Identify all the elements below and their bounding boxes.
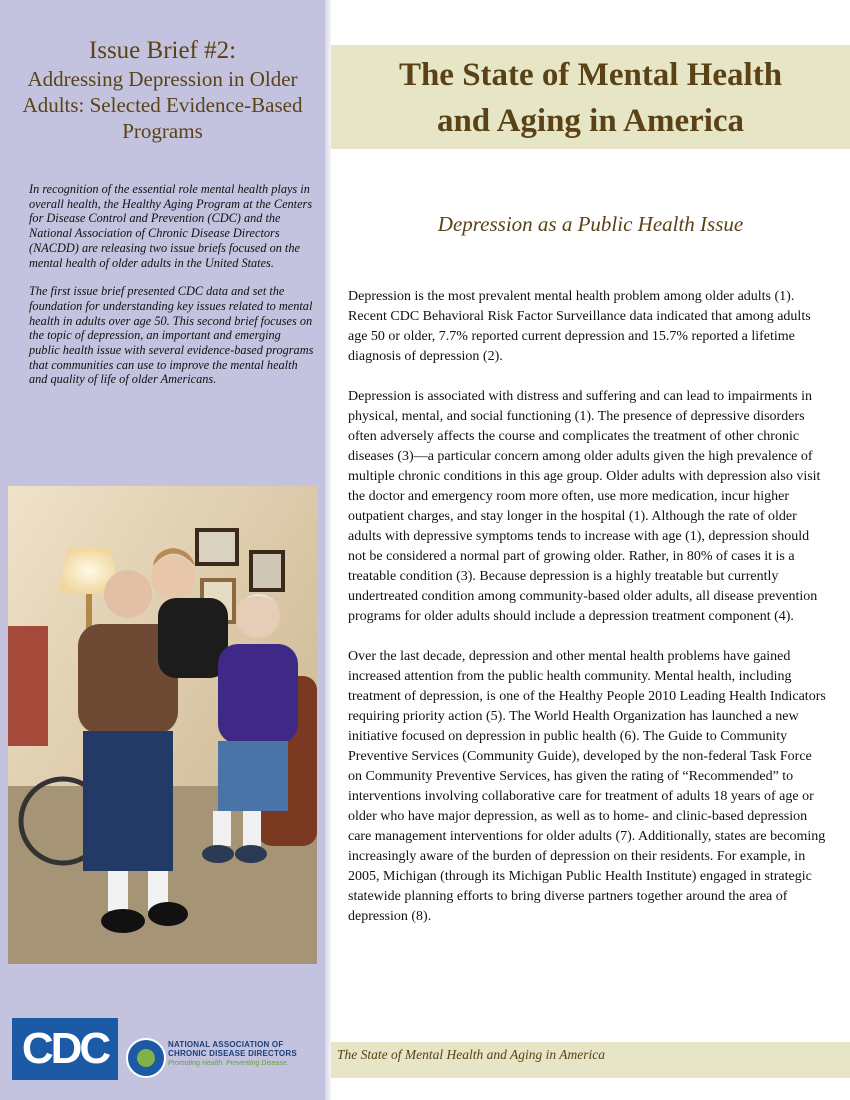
section-heading: Depression as a Public Health Issue — [437, 212, 744, 236]
body-text — [348, 287, 828, 947]
issue-brief-subtitle: Addressing Depression in Older Adults: Selected Evidence-Based Programs — [22, 67, 303, 143]
intro-paragraph-1: In recognition of the essential role mental health plays in overall health, the Healthy Aging Program at the Centers for Disease Control and Prevention (CDC) and the National Association of Chronic Disease Directors (NACDD) are releasing two issue briefs focused on the mental health of older adults in the United States. — [29, 182, 313, 270]
nacdd-name-line1: NATIONAL ASSOCIATION OF — [168, 1040, 284, 1049]
issue-brief-number: Issue Brief #2: — [88, 37, 237, 64]
sidebar-edge — [325, 0, 331, 1100]
body-paragraph-2: Depression is associated with distress and suffering and can lead to impairments in physical, mental, and social functioning (1). The presence of depressive disorders often adversely affects the course and complicates the treatment of other chronic diseases (3)—a particular concern among older adults given the high prevalence of multiple chronic conditions in this age group. Older adults with depression also visit the doctor and emergency room more often, use more medication, incur higher outpatient charges, and stay longer in the hospital (1). Although the rate of older adults with depressive symptoms tends to increase with age (1), depression should not be considered a normal part of growing older. Rather, in 80% of cases it is a treatable condition (3). Because depression is a highly treatable but currently undertreated condition among community-based older adults, all disease prevention programs for older adults should include a depression treatment component (4). — [348, 389, 821, 624]
nacdd-logo-text — [168, 1040, 318, 1067]
nacdd-name-line2: CHRONIC DISEASE DIRECTORS — [168, 1049, 297, 1058]
photo-illustration — [8, 486, 317, 964]
nacdd-seal-icon — [126, 1038, 166, 1078]
cdc-logo: CDC — [12, 1018, 118, 1080]
body-paragraph-3: Over the last decade, depression and other mental health problems have gained increased attention from the public health community. Mental health, including treatment of depression, is one of the Healthy People 2010 Leading Health Indicators requiring priority action (5). The World Health Organization has launched a new initiative focused on depression in public health (6). The Guide to Community Preventive Services (Community Guide), developed by the non-federal Task Force on Community Preventive Services, has given the rating of “Recommended” to interventions involving collaborative care for treatment of adults 18 years of age or older who have major depression, as well as to home- and clinic-based depression care management interventions for older adults (7). Additionally, states are becoming increasingly aware of the burden of depression on their residents. For example, in 2005, Michigan (through its Michigan Public Health Institute) engaged in strategic statewide planning efforts to bring diverse partners together around the area of depression (8). — [348, 649, 826, 924]
older-adults-photo — [8, 486, 317, 964]
intro-paragraph-2: The first issue brief presented CDC data and set the foundation for understanding key issues related to mental health in adults over age 50. This second brief focuses on the topic of depression, an important and emerging public health issue with several evidence-based programs that communities can use to improve the mental health and quality of life of older Americans. — [29, 284, 314, 387]
footer-title: The State of Mental Health and Aging in America — [337, 1047, 605, 1062]
nacdd-seal-center — [137, 1049, 155, 1067]
body-paragraph-1: Depression is the most prevalent mental health problem among older adults (1). Recent CDC Behavioral Risk Factor Surveillance data indicated that among adults age 50 or older, 7.7% reported current depression and 15.7% reported a lifetime diagnosis of depression (2). — [348, 289, 811, 364]
nacdd-tagline: Promoting Health. Preventing Disease. — [168, 1060, 289, 1067]
page-title-line1: The State of Mental Health — [398, 57, 783, 93]
page-title — [331, 52, 850, 144]
issue-brief-title — [20, 38, 305, 144]
sponsor-logos — [0, 1010, 325, 1085]
sidebar-intro — [29, 182, 314, 401]
page-title-line2: and Aging in America — [436, 103, 745, 139]
